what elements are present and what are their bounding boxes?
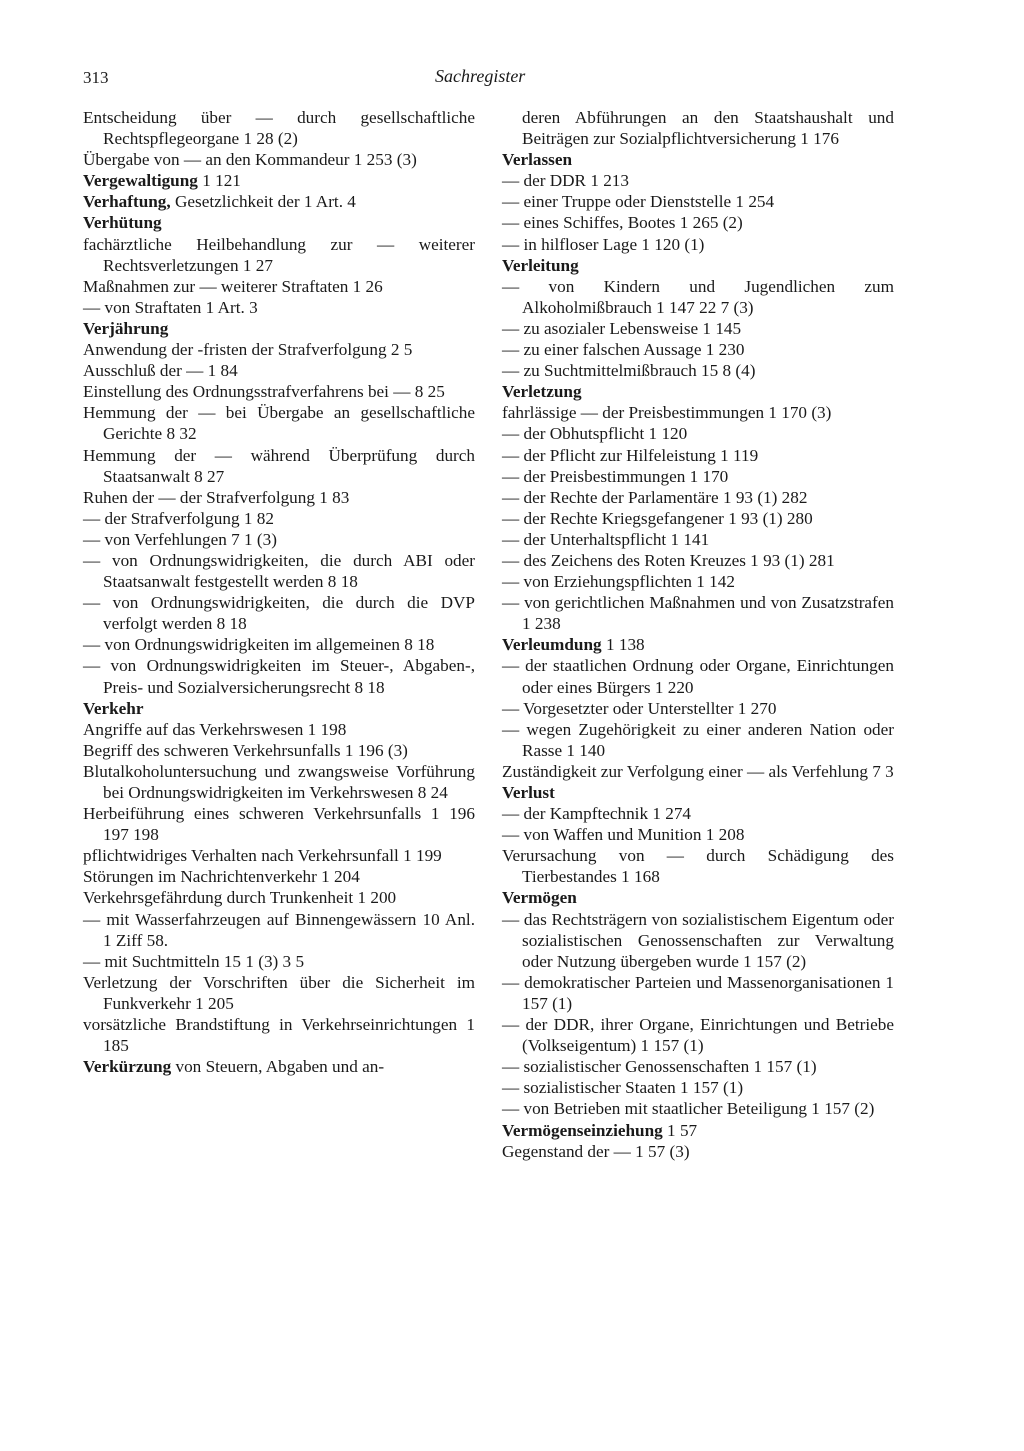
index-heading <box>502 1120 894 1141</box>
index-text: — Vorgesetzter oder Unterstellter 1 270 <box>502 698 777 718</box>
index-entry <box>83 761 475 803</box>
index-entry <box>502 972 894 1014</box>
index-text: Entscheidung über — durch gesellschaftliche Rechtspflegeorgane 1 28 (2) <box>83 108 475 149</box>
index-entry <box>502 339 894 360</box>
index-text: Begriff des schweren Verkehrsunfalls 1 196 (3) <box>83 740 408 760</box>
index-entry <box>502 487 894 508</box>
index-entry <box>83 508 475 529</box>
index-entry <box>502 1014 894 1056</box>
index-text: — von Kindern und Jugendlichen zum Alkoholmißbrauch 1 147 22 7 (3) <box>502 276 894 317</box>
index-entry <box>502 909 894 972</box>
index-text: von Steuern, Abgaben und an- <box>171 1057 385 1077</box>
page-number: 313 <box>83 68 109 87</box>
index-entry <box>83 297 475 318</box>
index-heading <box>83 1056 475 1077</box>
index-entry <box>83 149 475 170</box>
index-text: — der Rechte der Parlamentäre 1 93 (1) 282 <box>502 487 808 507</box>
index-text: — zu asozialer Lebensweise 1 145 <box>502 318 742 338</box>
index-entry <box>83 655 475 697</box>
index-text: — zu einer falschen Aussage 1 230 <box>502 340 745 360</box>
index-text: — einer Truppe oder Dienststelle 1 254 <box>502 192 775 212</box>
index-entry <box>502 550 894 571</box>
index-entry <box>83 866 475 887</box>
index-text: Gesetzlichkeit der 1 Art. 4 <box>170 192 356 212</box>
index-entry <box>502 170 894 191</box>
index-entry <box>83 972 475 1014</box>
index-column-right <box>502 107 894 1162</box>
index-entry <box>502 1098 894 1119</box>
index-headword: Verhütung <box>83 213 162 233</box>
index-text: pflichtwidriges Verhalten nach Verkehrsunfall 1 199 <box>83 846 442 866</box>
index-headword: Verjährung <box>83 318 169 338</box>
index-text: — des Zeichens des Roten Kreuzes 1 93 (1) 281 <box>502 550 835 570</box>
index-text: — der staatlichen Ordnung oder Organe, Einrichtungen oder eines Bürgers 1 220 <box>502 656 894 697</box>
index-text: Hemmung der — während Überprüfung durch Staatsanwalt 8 27 <box>83 445 475 486</box>
index-entry <box>83 402 475 444</box>
index-heading <box>83 212 475 233</box>
index-entry <box>502 1077 894 1098</box>
index-entry <box>502 466 894 487</box>
index-text: — mit Suchtmitteln 15 1 (3) 3 5 <box>83 951 305 971</box>
index-text: — der Unterhaltspflicht 1 141 <box>502 529 710 549</box>
index-heading <box>83 191 475 212</box>
index-entry <box>83 951 475 972</box>
index-text: — von Verfehlungen 7 1 (3) <box>83 529 277 549</box>
index-entry <box>502 1141 894 1162</box>
index-heading <box>83 318 475 339</box>
index-text: — der Rechte Kriegsgefangener 1 93 (1) 280 <box>502 508 813 528</box>
index-text: fachärztliche Heilbehandlung zur — weiterer Rechtsverletzungen 1 27 <box>83 234 475 275</box>
index-text: Maßnahmen zur — weiterer Straftaten 1 26 <box>83 276 383 296</box>
index-text: 1 138 <box>601 635 645 655</box>
index-entry <box>83 487 475 508</box>
index-text: — von Waffen und Munition 1 208 <box>502 825 745 845</box>
index-text: Verkehrsgefährdung durch Trunkenheit 1 200 <box>83 888 397 908</box>
index-entry <box>502 423 894 444</box>
index-entry <box>83 381 475 402</box>
index-entry <box>83 803 475 845</box>
index-entry <box>83 445 475 487</box>
index-heading <box>502 782 894 803</box>
index-heading <box>83 698 475 719</box>
index-text: — sozialistischer Genossenschaften 1 157 (1) <box>502 1057 817 1077</box>
index-entry <box>502 845 894 887</box>
index-entry <box>502 318 894 339</box>
index-text: — der DDR, ihrer Organe, Einrichtungen und Betriebe (Volkseigentum) 1 157 (1) <box>502 1015 894 1056</box>
index-headword: Verhaftung, <box>83 192 171 212</box>
index-entry <box>502 571 894 592</box>
index-entry <box>502 698 894 719</box>
index-headword: Verkürzung <box>83 1057 172 1077</box>
index-text: — von Ordnungswidrigkeiten, die durch die DVP verfolgt werden 8 18 <box>83 593 475 634</box>
index-heading <box>83 170 475 191</box>
index-text: Ruhen der — der Strafverfolgung 1 83 <box>83 487 350 507</box>
index-text: — der DDR 1 213 <box>502 171 629 191</box>
index-heading <box>502 887 894 908</box>
index-text: Zuständigkeit zur Verfolgung einer — als Verfehlung 7 3 <box>502 761 894 781</box>
index-text: — wegen Zugehörigkeit zu einer anderen Nation oder Rasse 1 140 <box>502 719 894 760</box>
index-entry <box>83 740 475 761</box>
index-text: — von Ordnungswidrigkeiten im Steuer-, Abgaben-, Preis- und Sozialversicherungsrecht 8 18 <box>83 656 475 697</box>
index-text: — das Rechtsträgern von sozialistischem Eigentum oder sozialistischen Genossenschaften zur Verwaltung oder Nutzung übergeben wurde 1 157 (2) <box>502 909 894 971</box>
index-headword: Verleitung <box>502 255 579 275</box>
index-text: Angriffe auf das Verkehrswesen 1 198 <box>83 719 347 739</box>
index-text: — mit Wasserfahrzeugen auf Binnengewässern 10 Anl. 1 Ziff 58. <box>83 909 475 950</box>
index-text: — sozialistischer Staaten 1 157 (1) <box>502 1078 744 1098</box>
index-text: — von Betrieben mit staatlicher Beteiligung 1 157 (2) <box>502 1099 875 1119</box>
index-heading <box>502 381 894 402</box>
index-entry <box>502 592 894 634</box>
index-text: Ausschluß der — 1 84 <box>83 361 238 381</box>
running-head: Sachregister <box>435 66 526 86</box>
index-entry <box>83 107 475 149</box>
index-heading <box>502 255 894 276</box>
index-entry <box>83 1014 475 1056</box>
index-text: Herbeiführung eines schweren Verkehrsunfalls 1 196 197 198 <box>83 804 475 845</box>
index-text: — demokratischer Parteien und Massenorganisationen 1 157 (1) <box>502 972 894 1013</box>
index-text: — von Straftaten 1 Art. 3 <box>83 297 258 317</box>
index-entry <box>502 529 894 550</box>
index-entry <box>83 634 475 655</box>
index-entry <box>502 761 894 782</box>
index-text: — eines Schiffes, Bootes 1 265 (2) <box>502 213 743 233</box>
index-heading <box>502 634 894 655</box>
index-text: Übergabe von — an den Kommandeur 1 253 (3) <box>83 150 417 170</box>
index-entry <box>502 212 894 233</box>
index-entry <box>502 402 894 423</box>
index-entry <box>502 276 894 318</box>
index-text: 1 57 <box>662 1120 698 1140</box>
index-text: — von Erziehungspflichten 1 142 <box>502 572 735 592</box>
index-text: — der Strafverfolgung 1 82 <box>83 508 274 528</box>
index-entry <box>502 655 894 697</box>
index-entry <box>83 360 475 381</box>
index-text: vorsätzliche Brandstiftung in Verkehrseinrichtungen 1 185 <box>83 1015 475 1056</box>
index-entry <box>83 529 475 550</box>
index-entry <box>83 719 475 740</box>
index-headword: Vermögen <box>502 888 577 908</box>
index-text: — von Ordnungswidrigkeiten, die durch ABI oder Staatsanwalt festgestellt werden 8 18 <box>83 550 475 592</box>
index-headword: Verlust <box>502 783 555 802</box>
index-entry <box>502 719 894 761</box>
index-text: — der Kampftechnik 1 274 <box>502 804 692 824</box>
index-entry <box>502 1056 894 1077</box>
index-entry <box>83 909 475 951</box>
index-text: Einstellung des Ordnungsstrafverfahrens bei — 8 25 <box>83 382 445 402</box>
index-headword: Verlassen <box>502 150 573 170</box>
index-entry <box>502 803 894 824</box>
index-headword: Verleumdung <box>502 635 602 655</box>
index-heading <box>502 149 894 170</box>
index-text: — in hilfloser Lage 1 120 (1) <box>502 234 705 254</box>
index-headword: Verletzung <box>502 382 582 402</box>
index-text: 1 121 <box>197 171 241 191</box>
index-text: fahrlässige — der Preisbestimmungen 1 170 (3) <box>502 403 832 423</box>
index-entry <box>502 360 894 381</box>
index-entry <box>502 107 894 149</box>
index-text: Blutalkoholuntersuchung und zwangsweise Vorführung bei Ordnungswidrigkeiten im Verkehrswesen 8 24 <box>83 761 475 802</box>
index-text: Anwendung der -fristen der Strafverfolgung 2 5 <box>83 340 413 360</box>
index-headword: Vergewaltigung <box>83 171 198 191</box>
index-entry <box>83 845 475 866</box>
index-entry <box>83 234 475 276</box>
index-entry <box>83 887 475 908</box>
index-text: deren Abführungen an den Staatshaushalt und Beiträgen zur Sozialpflichtversicherung 1 176 <box>522 108 894 149</box>
index-text: Störungen im Nachrichtenverkehr 1 204 <box>83 867 360 887</box>
index-entry <box>83 550 475 592</box>
index-text: — der Obhutspflicht 1 120 <box>502 424 688 444</box>
index-text: — der Pflicht zur Hilfeleistung 1 119 <box>502 445 759 465</box>
index-entry <box>502 508 894 529</box>
index-text: — der Preisbestimmungen 1 170 <box>502 466 729 486</box>
index-entry <box>502 234 894 255</box>
index-entry <box>83 339 475 360</box>
index-text: Verletzung der Vorschriften über die Sicherheit im Funkverkehr 1 205 <box>83 972 475 1013</box>
index-text: — zu Suchtmittelmißbrauch 15 8 (4) <box>502 361 756 381</box>
index-text: Hemmung der — bei Übergabe an gesellschaftliche Gerichte 8 32 <box>83 403 475 444</box>
index-entry <box>502 445 894 466</box>
index-headword: Vermögenseinziehung <box>502 1120 663 1140</box>
index-entry <box>502 191 894 212</box>
index-entry <box>83 592 475 634</box>
index-text: Verursachung von — durch Schädigung des Tierbestandes 1 168 <box>502 846 894 887</box>
index-text: Gegenstand der — 1 57 (3) <box>502 1141 690 1161</box>
index-text: — von gerichtlichen Maßnahmen und von Zusatzstrafen 1 238 <box>502 593 894 634</box>
index-column-left <box>83 107 475 1077</box>
index-entry <box>502 824 894 845</box>
index-text: — von Ordnungswidrigkeiten im allgemeinen 8 18 <box>83 635 435 655</box>
index-headword: Verkehr <box>83 698 144 718</box>
index-entry <box>83 276 475 297</box>
